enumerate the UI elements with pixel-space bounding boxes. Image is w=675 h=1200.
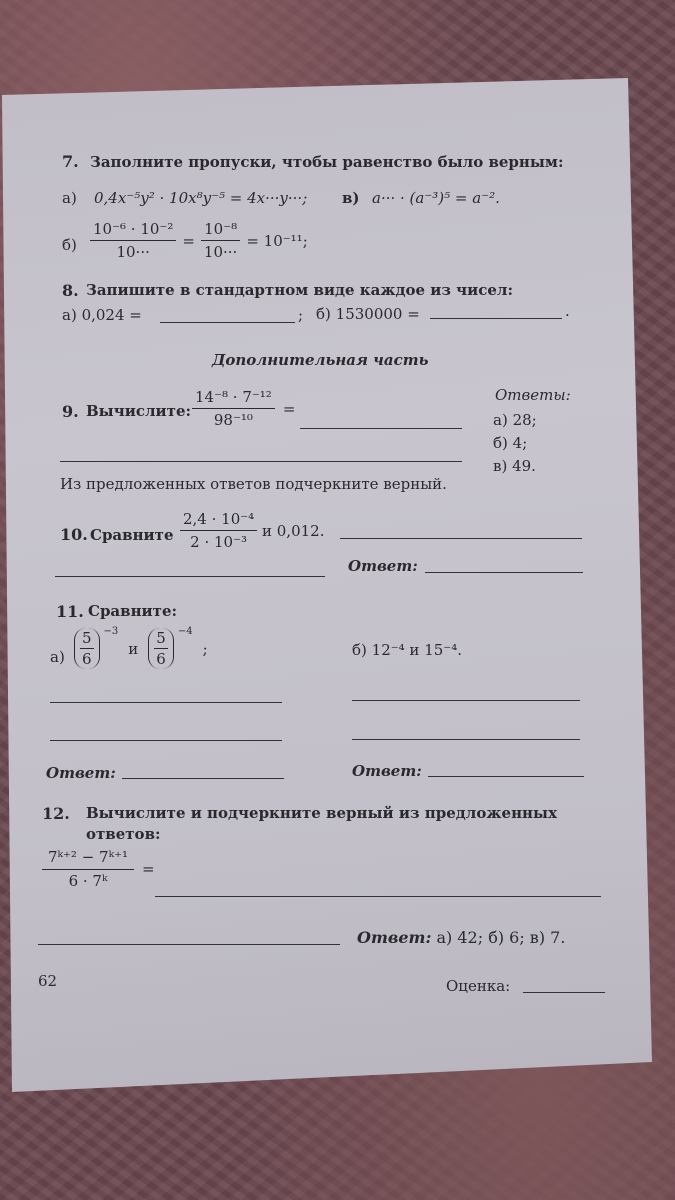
q12-equals: =: [142, 860, 155, 878]
q9-number: 9.: [62, 402, 79, 421]
q10-denominator: 2 · 10⁻³: [190, 533, 248, 551]
q10-tail: и 0,012.: [262, 522, 325, 540]
q11b-expression: б) 12⁻⁴ и 15⁻⁴.: [352, 641, 462, 659]
q10-numerator: 2,4 · 10⁻⁴: [180, 510, 257, 531]
q11a-exp-1: −3: [103, 626, 119, 637]
q11a-answer-label: Ответ:: [46, 764, 116, 782]
q11a-label: а): [50, 648, 65, 666]
q11a-base-2: [148, 628, 174, 669]
q7b-fraction-1: [90, 220, 176, 261]
q7b-denominator-1: 10···: [116, 243, 150, 261]
q11a-den-1: 6: [82, 650, 92, 668]
q10-fraction: [180, 510, 257, 551]
q8b-label: б) 1530000 =: [316, 305, 420, 323]
q7-text: Заполните пропуски, чтобы равенство было верным:: [90, 153, 564, 171]
q12-fraction: [42, 848, 134, 890]
grade-label: Оценка:: [446, 977, 511, 995]
q10-expression: [180, 510, 257, 551]
page-number: 62: [38, 972, 58, 990]
q12-text-line1: Вычислите и подчеркните верный из предложенных: [86, 804, 558, 822]
q9-answer-line-1[interactable]: [300, 428, 462, 429]
q10-answer-label: Ответ:: [348, 557, 418, 575]
q9-fraction: [192, 388, 275, 429]
q7a-expression: 0,4x⁻⁵y² · 10x⁸y⁻⁵ = 4x···y···;: [94, 189, 308, 207]
q11b-answer-label: Ответ:: [352, 762, 422, 780]
q7b-numerator-1: 10⁻⁶ · 10⁻²: [90, 220, 176, 241]
q7b-numerator-2: 10⁻⁸: [201, 220, 240, 241]
q8a-label: а) 0,024 =: [62, 306, 142, 324]
q9-equals: =: [282, 399, 296, 418]
q7-number: 7.: [62, 152, 79, 171]
q10-text: Сравните: [90, 526, 174, 544]
q11b-line-1[interactable]: [352, 700, 580, 701]
q9-denominator: 98⁻¹⁰: [213, 411, 253, 429]
q7b-fraction-2: [201, 220, 240, 261]
q10-answer-line-1[interactable]: [340, 538, 582, 539]
q9-answer-a[interactable]: а) 28;: [493, 411, 537, 429]
q9-answer-line-2[interactable]: [60, 461, 462, 462]
q12-answer: [357, 928, 565, 947]
q8-number: 8.: [62, 281, 79, 300]
q12-expression: [42, 848, 155, 890]
q12-answer-line-1[interactable]: [155, 896, 601, 897]
q11a-line-2[interactable]: [50, 740, 282, 741]
q11a-end: ;: [202, 639, 208, 658]
q9-text: Вычислите:: [86, 402, 192, 420]
q11b-line-2[interactable]: [352, 739, 580, 740]
q8a-answer-line[interactable]: [160, 322, 295, 323]
q11a-answer-field[interactable]: [122, 778, 284, 779]
q9-answer-b[interactable]: б) 4;: [493, 434, 528, 452]
q11a-exp-2: −4: [177, 626, 193, 637]
q9-answer-c[interactable]: в) 49.: [493, 457, 536, 475]
q7b-expression: [90, 220, 308, 261]
q8-end: .: [565, 302, 570, 320]
q10-answer-field[interactable]: [425, 572, 583, 573]
q7v-label: в): [342, 189, 360, 207]
q7a-label: а): [62, 189, 77, 207]
q7b-result: = 10⁻¹¹;: [246, 231, 308, 250]
q8-separator: ;: [298, 306, 304, 324]
q7b-label: б): [62, 236, 77, 254]
q8-text: Запишите в стандартном виде каждое из чисел:: [86, 281, 514, 299]
q11a-expression: [74, 628, 208, 669]
q12-numerator: 7ᵏ⁺² − 7ᵏ⁺¹: [42, 848, 134, 870]
q7b-equals: =: [182, 231, 195, 250]
q12-text-line2: ответов:: [86, 825, 161, 843]
q9-expression: [192, 388, 295, 429]
q11-number: 11.: [56, 602, 84, 621]
q11a-num-1: 5: [82, 629, 92, 647]
q7v-expression: a··· · (a⁻³)⁵ = a⁻².: [372, 189, 500, 207]
grade-field[interactable]: [523, 992, 605, 993]
q11a-num-2: 5: [156, 629, 166, 647]
q10-answer-line-2[interactable]: [55, 576, 325, 577]
extra-part-title: Дополнительная часть: [212, 351, 429, 369]
q11b-answer-field[interactable]: [428, 776, 584, 777]
q12-answer-line-2[interactable]: [38, 944, 340, 945]
q7b-denominator-2: 10···: [203, 243, 238, 261]
q12-number: 12.: [42, 804, 70, 823]
q11a-line-1[interactable]: [50, 702, 282, 703]
q12-answer-options[interactable]: а) 42; б) 6; в) 7.: [436, 928, 566, 947]
q9-note: Из предложенных ответов подчеркните верный.: [60, 475, 447, 493]
q11a-base-1: [74, 628, 100, 669]
q12-denominator: 6 · 7ᵏ: [68, 872, 108, 890]
q8b-answer-line[interactable]: [430, 318, 562, 319]
q9-answers-title: Ответы:: [495, 386, 571, 404]
q11a-den-2: 6: [156, 650, 166, 668]
q11a-and: и: [128, 639, 139, 658]
q10-number: 10.: [60, 525, 88, 544]
q11-text: Сравните:: [88, 602, 178, 620]
q12-answer-label: Ответ:: [357, 928, 432, 947]
q9-numerator: 14⁻⁸ · 7⁻¹²: [192, 388, 275, 409]
